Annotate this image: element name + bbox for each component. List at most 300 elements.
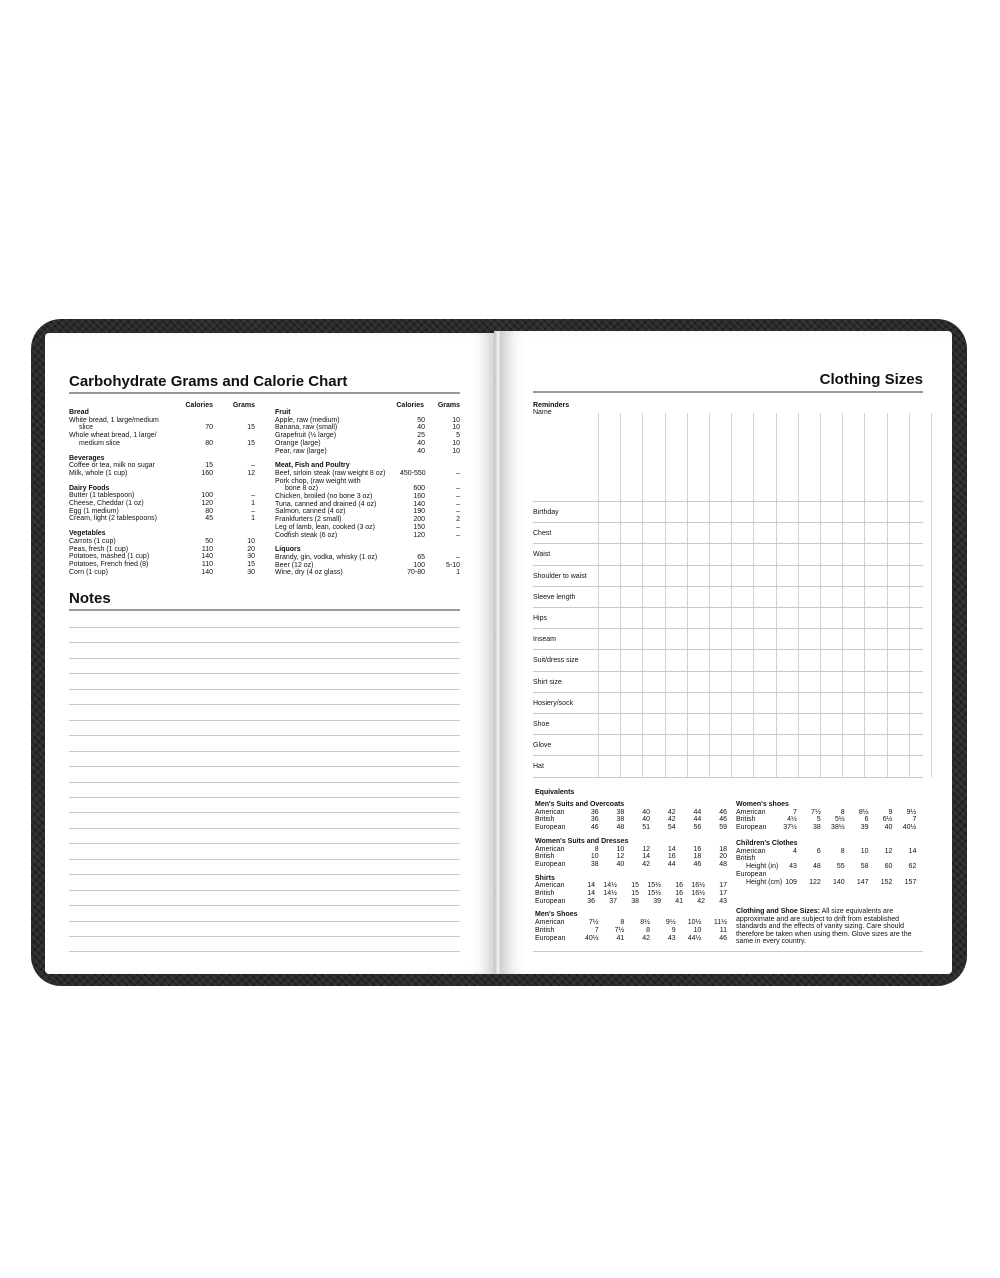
note-line[interactable] [69, 890, 460, 891]
equiv-row [736, 816, 923, 824]
food-name: Orange (large) [275, 439, 321, 447]
equiv-heading: Men's Shoes [535, 911, 578, 919]
equiv-value: 42 [642, 860, 650, 868]
equiv-value: 41 [675, 897, 683, 905]
food-grams: – [456, 523, 460, 531]
equiv-value: 51 [642, 824, 650, 832]
food-calories: 160 [201, 469, 213, 477]
col-calories-header-2: Calories [396, 402, 424, 409]
equiv-value: 12 [642, 845, 650, 853]
food-calories: 50 [205, 537, 213, 545]
grid-row-line [533, 628, 923, 629]
title-rule [69, 392, 460, 394]
equiv-value: 15½ [647, 890, 661, 898]
left-page [45, 333, 496, 974]
col-calories-header: Calories [185, 402, 213, 409]
food-section-heading: Bread [69, 409, 89, 416]
equiv-value: 40 [616, 860, 625, 868]
children-row [736, 879, 923, 887]
grid-row-line [533, 692, 923, 693]
equiv-row [736, 824, 923, 832]
note-line[interactable] [69, 951, 460, 952]
food-grams: 20 [247, 545, 255, 553]
equiv-value: 14 [587, 882, 595, 890]
food-name: Milk, whole (1 cup) [69, 469, 128, 477]
note-line[interactable] [69, 642, 460, 643]
equiv-value: 8 [620, 919, 625, 927]
food-calories: 100 [201, 492, 213, 500]
grid-column-line [620, 413, 621, 777]
food-calories: 40 [417, 439, 425, 447]
grid-row-label: Chest [533, 530, 552, 538]
grid-row-label: Inseam [533, 636, 556, 644]
note-line[interactable] [69, 782, 460, 783]
grid-column-line [776, 413, 777, 777]
food-name: Carrots (1 cup) [69, 537, 116, 545]
equiv-row-label: European [535, 897, 566, 905]
food-row [69, 432, 255, 440]
food-section-heading: Vegetables [69, 530, 106, 538]
food-name: Grapefruit (½ large) [275, 432, 337, 440]
children-row-label: European [736, 870, 767, 878]
food-calories: 65 [417, 553, 425, 561]
children-value: 43 [789, 863, 797, 871]
food-grams: 10 [452, 424, 460, 432]
food-section-heading: Fruit [275, 409, 291, 416]
food-row [275, 524, 460, 532]
food-name: Corn (1 cup) [69, 568, 108, 576]
equiv-value: 10 [590, 853, 599, 861]
right-page [500, 331, 952, 974]
food-grams: – [251, 507, 255, 515]
equiv-value: 11½ [713, 919, 727, 927]
children-value: 48 [812, 863, 821, 871]
equiv-row [535, 853, 727, 861]
grid-column-line [798, 413, 799, 777]
food-name: Whole wheat bread, 1 large/ [69, 432, 157, 440]
note-line[interactable] [69, 921, 460, 922]
food-calories: 200 [413, 516, 425, 524]
equiv-value: 46 [693, 860, 702, 868]
food-name: Codfish steak (6 oz) [275, 531, 338, 539]
equiv-value: 14 [587, 890, 595, 898]
equiv-value: 8½ [640, 919, 650, 927]
food-row [69, 561, 255, 569]
equiv-row-label: European [535, 934, 566, 942]
food-row [69, 569, 255, 577]
equiv-heading: Women's shoes [736, 801, 789, 808]
calorie-chart-title: Carbohydrate Grams and Calorie Chart [69, 373, 348, 390]
note-line[interactable] [69, 673, 460, 674]
equiv-value: 37 [609, 897, 617, 905]
food-calories: 160 [413, 493, 425, 501]
equiv-value: 8½ [858, 808, 869, 816]
notes-title: Notes [69, 590, 111, 607]
food-grams: 30 [247, 553, 255, 561]
sizes-note [736, 908, 926, 946]
equiv-value: 46 [719, 816, 727, 824]
food-row [69, 508, 255, 516]
equiv-row [535, 935, 727, 943]
equiv-row-label: British [535, 816, 555, 824]
equiv-value: 16½ [691, 882, 705, 890]
equiv-row [535, 919, 727, 927]
equiv-value: 48 [719, 860, 727, 868]
childrens-heading: Children's Clothes [736, 840, 798, 847]
equiv-value: 42 [667, 808, 676, 816]
equiv-value: 14 [642, 853, 650, 861]
food-name: Apple, raw (medium) [275, 416, 340, 424]
equiv-value: 6 [864, 816, 869, 824]
equiv-value: 6½ [882, 816, 893, 824]
equiv-row-label: American [535, 808, 565, 816]
equiv-value: 41 [616, 934, 625, 942]
equiv-value: 18 [693, 853, 702, 861]
note-line[interactable] [69, 828, 460, 829]
food-name: Frankfurters (2 small) [275, 516, 342, 524]
equiv-row [535, 927, 727, 935]
equiv-value: 38 [812, 824, 821, 832]
food-calories: 450-550 [400, 469, 426, 477]
food-name: Peas, fresh (1 cup) [69, 545, 129, 553]
children-value: 14 [908, 847, 917, 855]
equiv-value: 12 [616, 853, 625, 861]
food-name-cont: bone 8 oz) [285, 485, 319, 493]
children-row-label: Height (in) [746, 863, 779, 871]
food-name: Leg of lamb, lean, cooked (3 oz) [275, 523, 376, 531]
food-grams: 5 [456, 432, 460, 440]
children-value: 140 [832, 878, 845, 886]
children-value: 8 [840, 847, 845, 855]
equiv-value: 11 [719, 926, 727, 934]
food-name: Egg (1 medium) [69, 507, 119, 515]
food-calories: 100 [413, 561, 425, 569]
sizes-note-line-2: approximate and are subject to drift from established [736, 915, 900, 923]
equiv-value: 38 [616, 808, 625, 816]
note-line[interactable] [69, 797, 460, 798]
equiv-row-label: European [535, 824, 566, 832]
equiv-value: 38 [590, 860, 599, 868]
food-section-heading: Dairy Foods [69, 484, 110, 492]
food-row [275, 424, 460, 432]
grid-row-label: Suit/dress size [533, 657, 579, 665]
food-row-continued [69, 440, 255, 448]
note-line[interactable] [69, 936, 460, 937]
note-line[interactable] [69, 859, 460, 860]
grid-row-line [533, 713, 923, 714]
food-grams: – [456, 493, 460, 501]
equiv-value: 18 [719, 845, 727, 853]
food-grams: – [456, 508, 460, 516]
children-value: 152 [880, 878, 893, 886]
equiv-value: 16 [675, 890, 683, 898]
equiv-value: 46 [719, 808, 727, 816]
equiv-value: 9 [888, 808, 893, 816]
grid-column-line [864, 413, 865, 777]
grid-row-label: Sleeve length [533, 593, 576, 601]
note-line[interactable] [69, 735, 460, 736]
equiv-value: 16½ [691, 890, 705, 898]
equiv-value: 44 [693, 816, 702, 824]
equiv-row [535, 824, 727, 832]
children-value: 4 [792, 847, 797, 855]
equiv-value: 46 [719, 934, 727, 942]
note-line[interactable] [69, 751, 460, 752]
grid-row-label: Hat [533, 763, 544, 771]
equiv-value: 37½ [783, 824, 797, 832]
food-grams: 10 [247, 537, 255, 545]
grid-column-line [909, 413, 910, 777]
equiv-value: 40 [642, 816, 650, 824]
notes-rule [69, 609, 460, 611]
food-row [69, 462, 255, 470]
col-grams-header: Grams [232, 402, 255, 409]
food-row [275, 448, 460, 456]
note-line[interactable] [69, 766, 460, 767]
grid-column-line [931, 413, 932, 777]
equiv-value: 9½ [906, 808, 917, 816]
children-value: 147 [856, 878, 869, 886]
equiv-value: 44 [693, 808, 702, 816]
grid-row-line [533, 543, 923, 544]
equiv-row-label: British [535, 890, 555, 898]
food-name: Brandy, gin, vodka, whisky (1 oz) [275, 553, 378, 561]
equiv-value: 8 [840, 808, 845, 816]
food-grams: – [456, 469, 460, 477]
col-grams-header-2: Grams [437, 402, 460, 409]
grid-column-line [753, 413, 754, 777]
grid-row-label: Hosiery/sock [533, 699, 574, 707]
food-name: Wine, dry (4 oz glass) [275, 569, 343, 577]
food-row [69, 492, 255, 500]
food-name: Cheese, Cheddar (1 oz) [69, 500, 144, 508]
reminders-label: Reminders [533, 402, 570, 409]
equiv-value: 4½ [787, 816, 797, 824]
equiv-value: 15½ [647, 882, 661, 890]
equiv-row [535, 816, 727, 824]
equiv-value: 7½ [811, 808, 821, 816]
note-line[interactable] [69, 704, 460, 705]
sizes-note-line-5: same in every country. [736, 938, 806, 946]
equiv-value: 7½ [614, 926, 625, 934]
equiv-value: 14 [667, 845, 676, 853]
grid-row-line [533, 755, 923, 756]
equiv-value: 15 [631, 890, 639, 898]
children-value: 10 [860, 847, 869, 855]
children-row-label: British [736, 855, 756, 863]
grid-column-line [842, 413, 843, 777]
equiv-value: 39 [653, 897, 661, 905]
food-row [275, 432, 460, 440]
note-line[interactable] [69, 689, 460, 690]
grid-row-line [533, 649, 923, 650]
food-grams: 2 [456, 516, 460, 524]
note-line[interactable] [69, 874, 460, 875]
food-row [69, 417, 255, 425]
food-calories: 70-80 [407, 569, 425, 577]
food-calories: 120 [201, 500, 213, 508]
equiv-value: 43 [719, 897, 727, 905]
food-name: Pear, raw (large) [275, 447, 327, 455]
food-name: Coffee or tea, milk no sugar [69, 462, 155, 470]
equiv-row [535, 809, 727, 817]
equiv-value: 42 [667, 816, 676, 824]
grid-row-line [533, 671, 923, 672]
equiv-row [535, 846, 727, 854]
equiv-value: 44 [667, 860, 676, 868]
equiv-value: 20 [719, 853, 727, 861]
grid-row-label: Birthday [533, 509, 559, 516]
equiv-heading: Shirts [535, 874, 555, 882]
equiv-row-label: American [535, 882, 565, 890]
equiv-value: 7 [912, 816, 917, 824]
equivalents-title: Equivalents [535, 789, 575, 796]
equiv-row-label: British [736, 816, 756, 824]
note-line[interactable] [69, 843, 460, 844]
food-row [275, 569, 460, 577]
note-line[interactable] [69, 627, 460, 628]
equiv-value: 10½ [687, 919, 702, 927]
food-row-continued [275, 485, 460, 493]
children-row [736, 863, 923, 871]
food-row [69, 500, 255, 508]
food-name: Tuna, canned and drained (4 oz) [275, 500, 377, 508]
equiv-heading: Women's Suits and Dresses [535, 837, 629, 845]
children-value: 122 [809, 878, 821, 886]
food-row [275, 470, 460, 478]
food-grams: 1 [251, 515, 255, 523]
grid-column-line [820, 413, 821, 777]
food-grams: – [456, 485, 460, 493]
equiv-row-label: British [535, 926, 555, 934]
food-calories: 50 [417, 416, 425, 424]
grid-row-line [533, 607, 923, 608]
equiv-row [535, 890, 727, 898]
food-row [69, 553, 255, 561]
sizes-note-bold: Clothing and Shoe Sizes: [736, 908, 821, 915]
equiv-value: 59 [719, 824, 727, 832]
food-calories: 110 [201, 560, 213, 568]
clothing-title-rule [533, 391, 923, 393]
food-grams: 15 [247, 424, 255, 432]
equiv-value: 36 [590, 816, 599, 824]
food-grams: – [251, 492, 255, 500]
grid-row-line [533, 565, 923, 566]
food-grams: – [456, 553, 460, 561]
food-name: Potatoes, mashed (1 cup) [69, 553, 150, 561]
grid-row-label: Shoe [533, 721, 550, 728]
equiv-row-label: European [535, 860, 566, 868]
food-calories: 25 [417, 432, 425, 440]
food-grams: 5-10 [445, 561, 460, 569]
grid-row-line [533, 586, 923, 587]
equiv-value: 9½ [665, 919, 676, 927]
calorie-table-right [275, 409, 460, 577]
grid-row-line [533, 734, 923, 735]
food-grams: – [456, 500, 460, 508]
food-row [69, 538, 255, 546]
equiv-value: 16 [693, 845, 702, 853]
food-name: White bread, 1 large/medium [69, 416, 159, 424]
food-row [275, 508, 460, 516]
food-name: Potatoes, French fried (8) [69, 560, 149, 568]
equiv-value: 5 [816, 816, 821, 824]
note-line[interactable] [69, 812, 460, 813]
equiv-value: 14½ [603, 882, 617, 890]
equiv-value: 42 [697, 897, 705, 905]
food-grams: 15 [247, 439, 255, 447]
grid-column-line [709, 413, 710, 777]
equiv-row-label: European [736, 824, 767, 832]
food-name: Pork chop, (raw weight with [275, 477, 361, 485]
equiv-value: 17 [719, 890, 727, 898]
children-value: 55 [836, 863, 845, 871]
equiv-value: 17 [719, 882, 727, 890]
food-calories: 45 [205, 515, 213, 523]
food-grams: 10 [452, 439, 460, 447]
equiv-row [535, 882, 727, 890]
equiv-value: 54 [667, 824, 676, 832]
food-row [275, 532, 460, 540]
note-line[interactable] [69, 905, 460, 906]
children-row-label: Height (cm) [746, 878, 783, 886]
grid-row-line [533, 522, 923, 523]
grid-row-label: Glove [533, 742, 552, 750]
equiv-row [736, 809, 923, 817]
food-row [69, 470, 255, 478]
note-line[interactable] [69, 720, 460, 721]
equiv-value: 7 [594, 926, 599, 934]
children-value: 60 [884, 863, 893, 871]
equiv-value: 40½ [902, 824, 917, 832]
food-grams: 1 [456, 569, 460, 577]
equiv-value: 15 [631, 882, 639, 890]
name-label: Name [533, 409, 552, 416]
food-name-cont: medium slice [79, 439, 120, 447]
children-value: 58 [860, 863, 869, 871]
equiv-value: 7½ [588, 919, 599, 927]
food-calories: 70 [205, 424, 213, 432]
food-calories: 140 [201, 553, 213, 561]
children-row [736, 848, 923, 856]
food-row [275, 501, 460, 509]
grid-row-label: Hips [533, 615, 548, 622]
children-row [736, 871, 923, 879]
note-line[interactable] [69, 658, 460, 659]
equiv-row [535, 898, 727, 906]
sizes-note-line-3: standards and the effects of vanity sizing. Care should [736, 923, 904, 931]
equiv-value: 43 [667, 934, 676, 942]
children-value: 109 [785, 878, 797, 886]
grid-column-line [687, 413, 688, 777]
equiv-row-label: American [535, 919, 565, 927]
grid-column-line [598, 413, 599, 777]
food-grams: 10 [452, 416, 460, 424]
equiv-value: 56 [693, 824, 702, 832]
food-grams: 15 [247, 560, 255, 568]
food-name: Cream, light (2 tablespoons) [69, 515, 157, 523]
food-row [69, 515, 255, 523]
grid-column-line [731, 413, 732, 777]
equiv-value: 40 [884, 824, 893, 832]
equiv-value: 39 [860, 824, 869, 832]
food-name: Chicken, broiled (no bone 3 oz) [275, 493, 373, 501]
equiv-row-label: British [535, 853, 555, 861]
food-name: Beer (12 oz) [275, 561, 314, 569]
children-row-label: American [736, 847, 766, 855]
equiv-value: 38½ [831, 824, 845, 832]
equiv-value: 44½ [687, 934, 702, 942]
